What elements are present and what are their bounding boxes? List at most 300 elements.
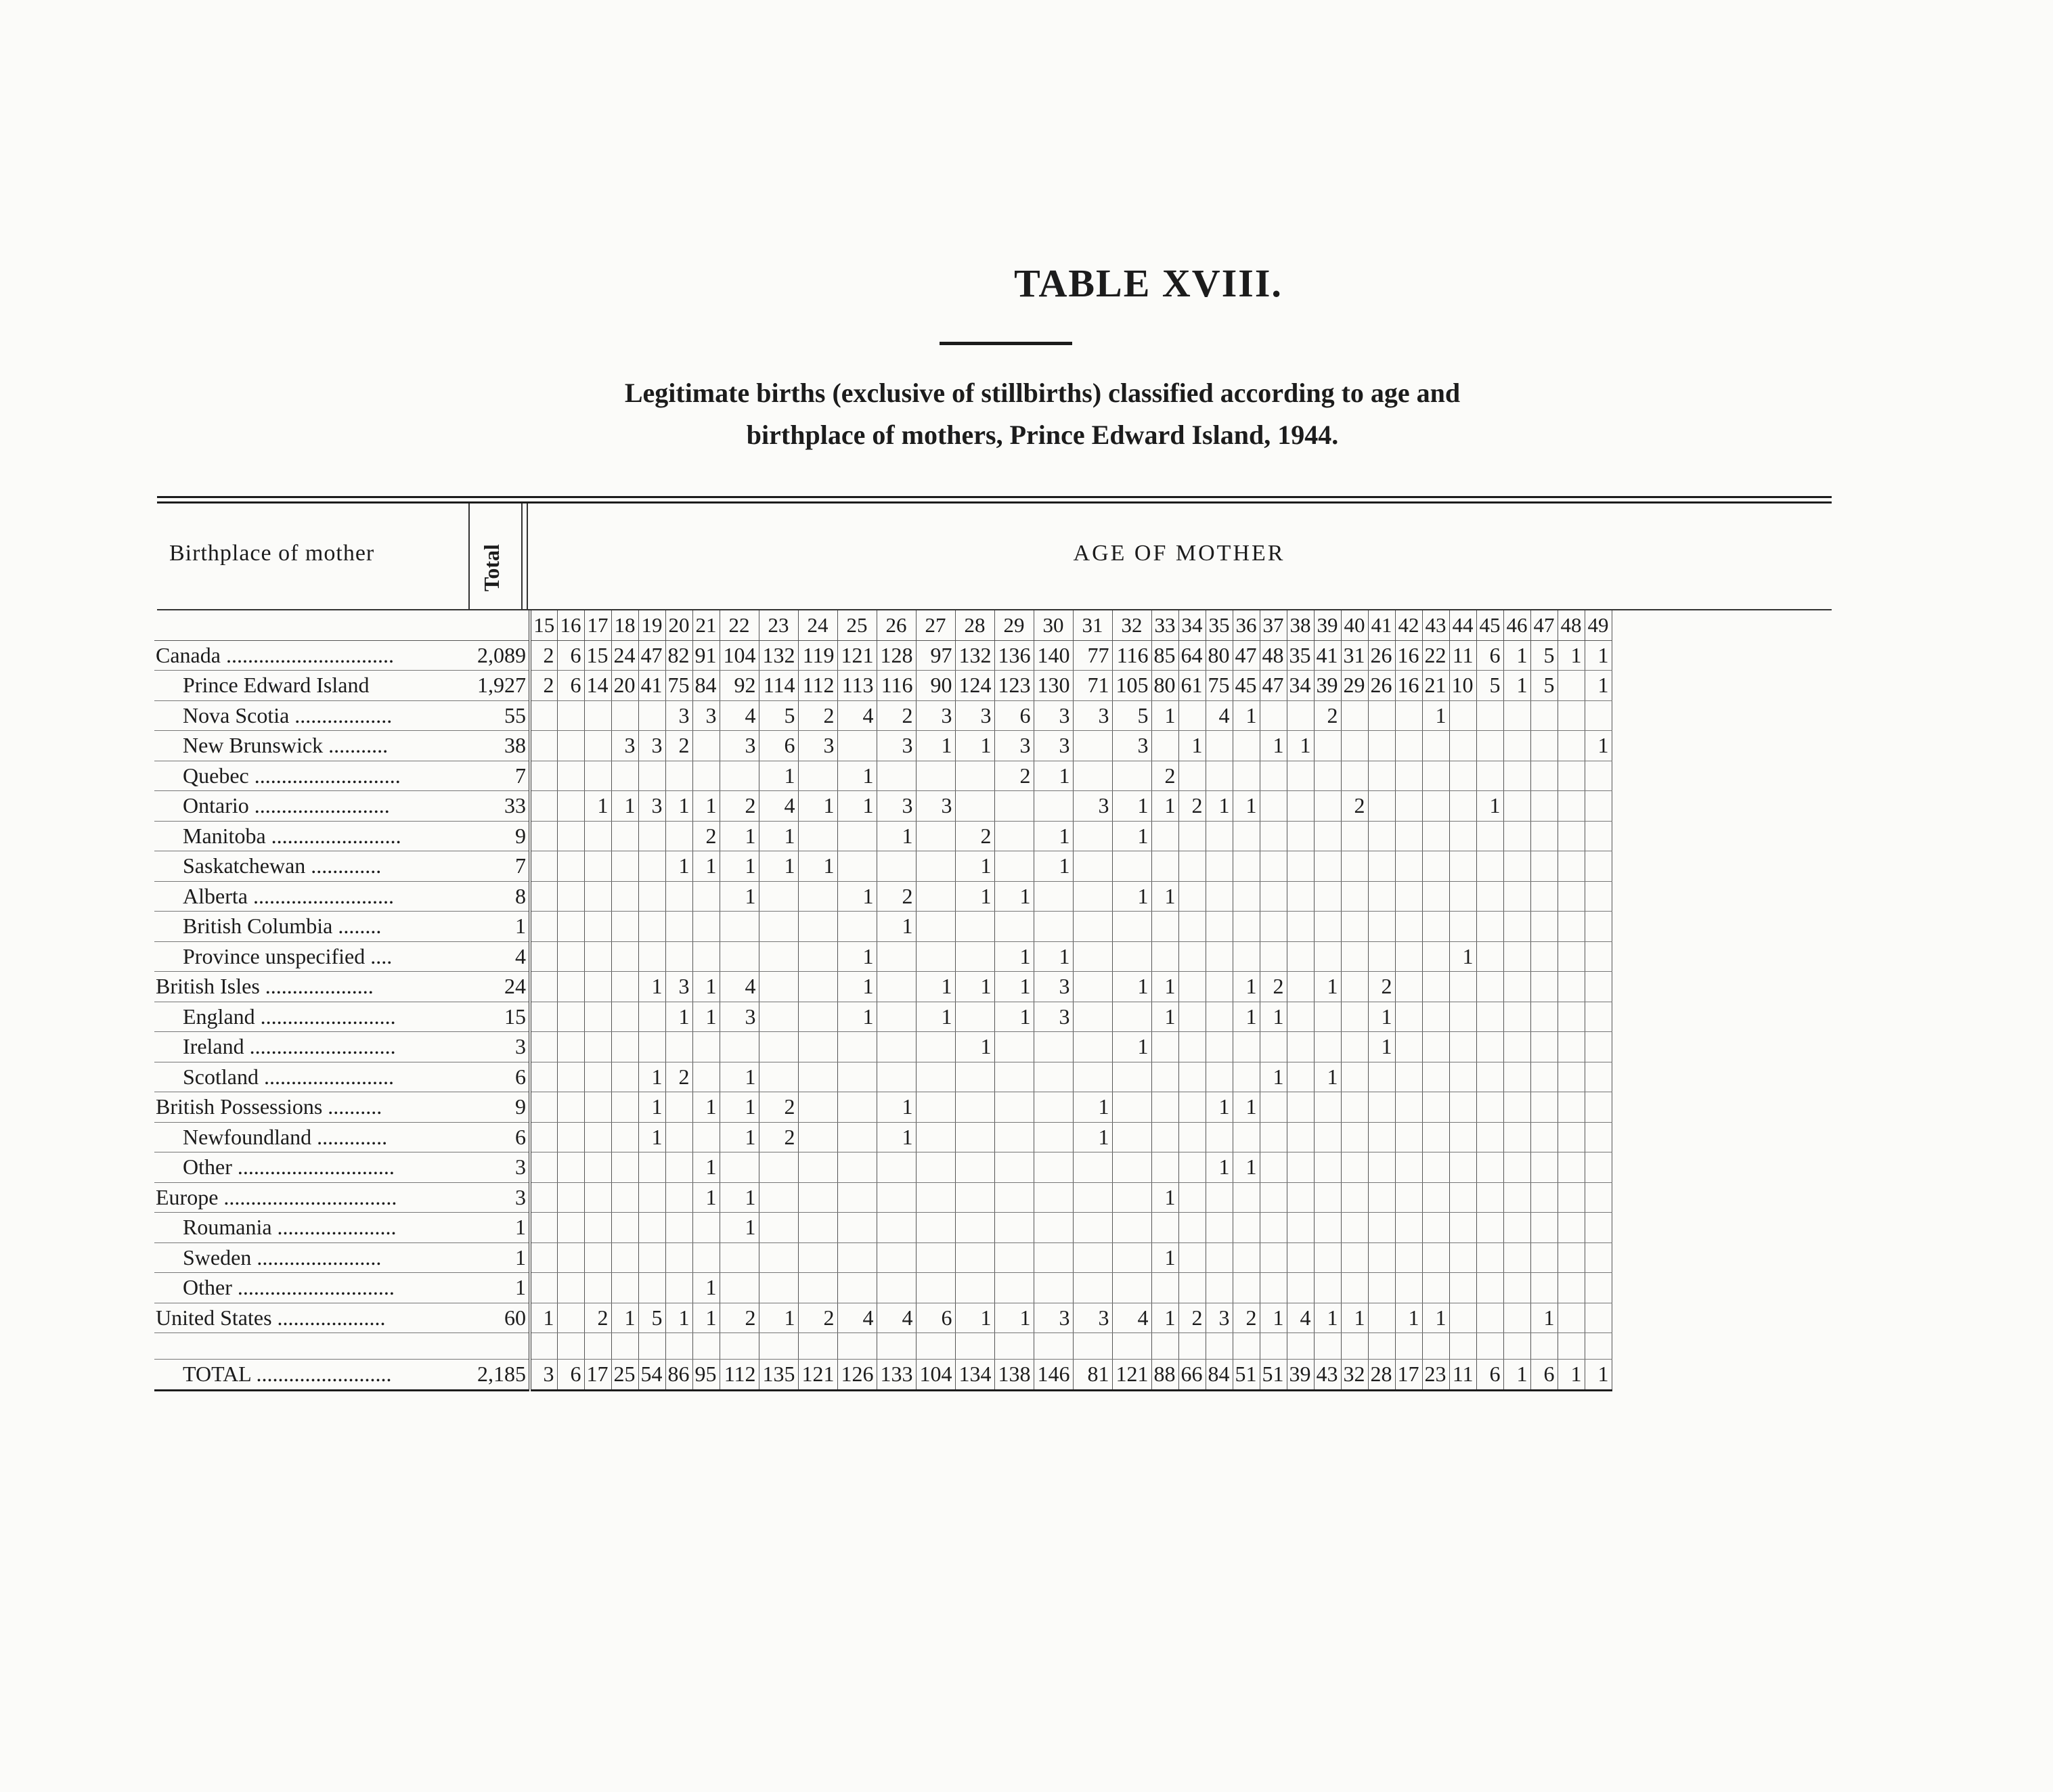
table-cell [1073, 881, 1112, 912]
table-cell: 2 [955, 821, 994, 851]
table-cell: 1 [837, 972, 877, 1002]
table-cell [994, 1152, 1034, 1183]
table-cell [1558, 761, 1585, 791]
table-cell [1260, 821, 1287, 851]
age-header-cell: 41 [1368, 610, 1395, 640]
spacer-cell [1206, 1333, 1233, 1360]
table-cell [530, 881, 557, 912]
table-cell [759, 1032, 798, 1062]
table-cell [1422, 941, 1449, 972]
table-cell [1341, 1002, 1368, 1032]
table-cell: 3 [1034, 1303, 1073, 1333]
table-cell [837, 1122, 877, 1152]
row-total: 7 [450, 761, 530, 791]
table-cell: 31 [1341, 640, 1368, 671]
table-cell [1503, 731, 1530, 761]
spacer-cell [994, 1333, 1034, 1360]
table-cell [916, 851, 955, 882]
table-cell [1530, 941, 1558, 972]
table-cell [1178, 1092, 1206, 1123]
table-cell [1503, 1242, 1530, 1273]
table-cell [1585, 1273, 1612, 1303]
table-cell: 91 [692, 640, 720, 671]
table-cell [798, 912, 837, 942]
age-header-cell: 28 [955, 610, 994, 640]
table-cell [1314, 1242, 1341, 1273]
table-cell: 1 [916, 731, 955, 761]
row-label: Manitoba ........................ [154, 821, 450, 851]
table-cell [557, 700, 584, 731]
row-label: Alberta .......................... [154, 881, 450, 912]
table-cell [1178, 1213, 1206, 1243]
table-cell: 1 [692, 972, 720, 1002]
table-cell [1503, 881, 1530, 912]
table-cell [1206, 1032, 1233, 1062]
table-cell: 1 [798, 791, 837, 822]
table-cell [1112, 941, 1151, 972]
table-cell [1449, 1242, 1476, 1273]
table-cell: 1 [1151, 1182, 1178, 1213]
table-cell [1476, 1213, 1503, 1243]
table-cell [665, 1273, 692, 1303]
spacer-cell [638, 1333, 665, 1360]
table-cell: 1 [692, 1092, 720, 1123]
table-cell [1314, 791, 1341, 822]
spacer-cell [154, 1333, 450, 1360]
table-cell [1260, 1152, 1287, 1183]
age-header-spacer [154, 610, 450, 640]
table-cell [1558, 1182, 1585, 1213]
table-cell [1260, 941, 1287, 972]
table-cell [798, 1092, 837, 1123]
table-cell: 1 [720, 1122, 759, 1152]
total-cell: 66 [1178, 1360, 1206, 1391]
table-cell [1422, 1092, 1449, 1123]
table-cell [955, 791, 994, 822]
table-cell [530, 972, 557, 1002]
table-cell [692, 1213, 720, 1243]
table-cell [877, 851, 916, 882]
table-cell [1503, 1273, 1530, 1303]
table-cell [1449, 761, 1476, 791]
table-cell: 1 [638, 972, 665, 1002]
table-cell [1368, 700, 1395, 731]
spacer-cell [1368, 1333, 1395, 1360]
row-total: 8 [450, 881, 530, 912]
total-cell: 138 [994, 1360, 1034, 1391]
table-cell: 41 [1314, 640, 1341, 671]
table-cell [1112, 761, 1151, 791]
table-cell: 5 [638, 1303, 665, 1333]
table-row [154, 1032, 1612, 1062]
table-cell: 80 [1151, 671, 1178, 701]
table-cell: 1 [1503, 671, 1530, 701]
table-cell [1287, 851, 1314, 882]
table-cell [1503, 972, 1530, 1002]
table-cell [584, 761, 611, 791]
spacer-cell [692, 1333, 720, 1360]
table-cell [665, 941, 692, 972]
table-cell [1073, 912, 1112, 942]
table-cell [1341, 731, 1368, 761]
table-cell [692, 912, 720, 942]
table-cell [1558, 1032, 1585, 1062]
table-cell [1585, 1092, 1612, 1123]
table-cell [638, 1032, 665, 1062]
table-cell: 112 [798, 671, 837, 701]
table-cell [877, 941, 916, 972]
table-cell [994, 791, 1034, 822]
table-cell [1073, 1273, 1112, 1303]
table-cell: 3 [1034, 972, 1073, 1002]
table-cell: 1 [1151, 700, 1178, 731]
table-cell [837, 1032, 877, 1062]
table-cell [1395, 1092, 1422, 1123]
total-cell: 6 [1476, 1360, 1503, 1391]
total-cell: 126 [837, 1360, 877, 1391]
table-cell [1287, 761, 1314, 791]
row-label: Ontario ......................... [154, 791, 450, 822]
table-cell [1341, 972, 1368, 1002]
age-header-cell: 21 [692, 610, 720, 640]
table-cell [1422, 1213, 1449, 1243]
table-cell [1449, 1092, 1476, 1123]
table-cell [1503, 1182, 1530, 1213]
table-cell [1206, 1242, 1233, 1273]
age-header-cell: 24 [798, 610, 837, 640]
table-cell [638, 881, 665, 912]
table-cell: 1 [611, 1303, 638, 1333]
total-cell: 95 [692, 1360, 720, 1391]
table-cell [1449, 972, 1476, 1002]
table-cell [994, 1242, 1034, 1273]
table-cell: 1 [837, 1002, 877, 1032]
spacer-cell [1422, 1333, 1449, 1360]
table-cell [1558, 821, 1585, 851]
age-header-cell: 44 [1449, 610, 1476, 640]
header-divider [521, 503, 523, 610]
table-cell [1178, 972, 1206, 1002]
table-cell [692, 761, 720, 791]
table-cell: 1 [916, 972, 955, 1002]
table-cell [1178, 1242, 1206, 1273]
table-cell [665, 821, 692, 851]
table-cell [1368, 1122, 1395, 1152]
row-total: 1 [450, 1213, 530, 1243]
row-total: 2,089 [450, 640, 530, 671]
table-cell [638, 1152, 665, 1183]
table-cell [638, 1273, 665, 1303]
table-cell [955, 1213, 994, 1243]
table-cell [1151, 1092, 1178, 1123]
table-row [154, 791, 1612, 822]
table-cell [665, 1242, 692, 1273]
table-cell [1585, 972, 1612, 1002]
spacer-cell [916, 1333, 955, 1360]
row-total: 6 [450, 1122, 530, 1152]
table-cell: 2 [798, 1303, 837, 1333]
table-cell [557, 821, 584, 851]
table-cell: 3 [1206, 1303, 1233, 1333]
table-cell [1449, 1122, 1476, 1152]
row-total: 24 [450, 972, 530, 1002]
table-cell: 1 [1314, 1062, 1341, 1092]
table-cell: 4 [759, 791, 798, 822]
table-cell: 2 [1341, 791, 1368, 822]
table-cell [1178, 1062, 1206, 1092]
table-cell: 2 [1178, 791, 1206, 822]
table-cell [1314, 1122, 1341, 1152]
age-header-cell: 31 [1073, 610, 1112, 640]
table-cell [1503, 1062, 1530, 1092]
table-cell [1503, 912, 1530, 942]
table-cell [798, 1213, 837, 1243]
table-cell [584, 851, 611, 882]
table-cell [1368, 1092, 1395, 1123]
table-cell [1395, 1273, 1422, 1303]
table-cell [1585, 1152, 1612, 1183]
table-cell [1260, 1213, 1287, 1243]
age-header-cell: 42 [1395, 610, 1422, 640]
table-cell [1314, 1273, 1341, 1303]
table-cell [1314, 1182, 1341, 1213]
table-cell: 113 [837, 671, 877, 701]
table-cell [837, 1242, 877, 1273]
table-cell [1112, 912, 1151, 942]
row-total: 55 [450, 700, 530, 731]
table-cell [1585, 851, 1612, 882]
total-label: TOTAL ......................... [154, 1360, 450, 1391]
row-total: 15 [450, 1002, 530, 1032]
table-cell [1530, 1273, 1558, 1303]
table-cell [1395, 1213, 1422, 1243]
table-cell: 114 [759, 671, 798, 701]
table-cell [916, 881, 955, 912]
spacer-cell [1476, 1333, 1503, 1360]
table-cell: 1 [692, 1182, 720, 1213]
row-label: Canada ............................... [154, 640, 450, 671]
total-cell: 1 [1503, 1360, 1530, 1391]
table-cell [665, 1213, 692, 1243]
table-cell: 14 [584, 671, 611, 701]
table-cell: 130 [1034, 671, 1073, 701]
table-cell [638, 700, 665, 731]
table-cell [1585, 881, 1612, 912]
table-cell [1151, 821, 1178, 851]
row-label: Quebec ........................... [154, 761, 450, 791]
table-cell [1151, 731, 1178, 761]
table-cell: 2 [584, 1303, 611, 1333]
table-cell: 1 [1395, 1303, 1422, 1333]
row-total: 3 [450, 1032, 530, 1062]
table-cell: 4 [1287, 1303, 1314, 1333]
table-cell: 35 [1287, 640, 1314, 671]
table-subtitle [406, 372, 1679, 456]
table-cell [1422, 1032, 1449, 1062]
table-cell [759, 1062, 798, 1092]
table-cell [1395, 851, 1422, 882]
table-cell: 1 [1112, 1032, 1151, 1062]
table-cell: 5 [1476, 671, 1503, 701]
table-cell [1503, 851, 1530, 882]
table-cell: 1 [955, 881, 994, 912]
table-cell [1287, 1152, 1314, 1183]
table-cell [1260, 1122, 1287, 1152]
table-cell [1178, 881, 1206, 912]
table-cell [837, 1213, 877, 1243]
table-cell [1034, 881, 1073, 912]
table-cell: 1 [1585, 640, 1612, 671]
table-cell: 3 [720, 1002, 759, 1032]
age-header-cell: 32 [1112, 610, 1151, 640]
table-cell [611, 851, 638, 882]
table-cell: 1 [692, 851, 720, 882]
table-cell: 16 [1395, 640, 1422, 671]
table-cell [1112, 1213, 1151, 1243]
table-cell: 116 [877, 671, 916, 701]
spacer-cell [530, 1333, 557, 1360]
table-row [154, 731, 1612, 761]
table-cell [955, 1122, 994, 1152]
table-cell [1395, 731, 1422, 761]
table-cell [1368, 1182, 1395, 1213]
row-label: Newfoundland ............. [154, 1122, 450, 1152]
total-cell: 1 [1585, 1360, 1612, 1391]
table-cell [1314, 1092, 1341, 1123]
table-cell: 3 [665, 972, 692, 1002]
table-cell [557, 1122, 584, 1152]
table-cell [1558, 1002, 1585, 1032]
total-cell: 54 [638, 1360, 665, 1391]
table-cell: 3 [798, 731, 837, 761]
table-cell: 1 [916, 1002, 955, 1032]
row-label: Other ............................. [154, 1273, 450, 1303]
total-cell: 81 [1073, 1360, 1112, 1391]
table-cell [1476, 1152, 1503, 1183]
age-header-cell: 16 [557, 610, 584, 640]
table-cell [530, 1182, 557, 1213]
table-cell: 80 [1206, 640, 1233, 671]
table-cell [584, 1213, 611, 1243]
table-cell [1341, 1213, 1368, 1243]
table-cell [584, 881, 611, 912]
spacer-cell [450, 1333, 530, 1360]
table-cell: 61 [1178, 671, 1206, 701]
total-cell: 25 [611, 1360, 638, 1391]
table-cell [665, 1092, 692, 1123]
table-cell [1112, 1002, 1151, 1032]
table-cell [916, 1242, 955, 1273]
spacer-cell [1112, 1333, 1151, 1360]
table-cell: 10 [1449, 671, 1476, 701]
table-cell: 104 [720, 640, 759, 671]
table-cell: 3 [1034, 731, 1073, 761]
table-cell: 1 [759, 761, 798, 791]
table-cell [584, 1092, 611, 1123]
table-cell [1503, 1122, 1530, 1152]
table-cell [1034, 1062, 1073, 1092]
table-cell [1558, 700, 1585, 731]
table-cell: 1 [1585, 731, 1612, 761]
table-cell [1530, 1002, 1558, 1032]
table-cell [530, 1092, 557, 1123]
table-cell: 75 [665, 671, 692, 701]
table-cell [557, 731, 584, 761]
table-cell [530, 1213, 557, 1243]
table-cell [1422, 972, 1449, 1002]
header-birthplace: Birthplace of mother [169, 541, 375, 566]
table-cell [720, 761, 759, 791]
table-cell [1368, 1062, 1395, 1092]
table-cell: 3 [638, 791, 665, 822]
table-cell [692, 1242, 720, 1273]
table-cell: 3 [877, 731, 916, 761]
age-header-cell: 47 [1530, 610, 1558, 640]
table-cell [1233, 1062, 1260, 1092]
table-cell [1368, 881, 1395, 912]
table-cell: 75 [1206, 671, 1233, 701]
table-cell: 124 [955, 671, 994, 701]
table-cell [1422, 1242, 1449, 1273]
table-cell [530, 941, 557, 972]
table-cell: 2 [1151, 761, 1178, 791]
table-cell [1233, 881, 1260, 912]
table-cell: 3 [1034, 1002, 1073, 1032]
table-cell: 1 [1233, 791, 1260, 822]
table-cell [1178, 851, 1206, 882]
table-cell [1395, 791, 1422, 822]
table-cell: 1 [1151, 1303, 1178, 1333]
table-cell: 1 [1112, 821, 1151, 851]
table-cell [994, 912, 1034, 942]
title-divider [940, 342, 1072, 345]
row-label: Nova Scotia .................. [154, 700, 450, 731]
table-cell [638, 1242, 665, 1273]
table-cell: 116 [1112, 640, 1151, 671]
table-cell [1233, 912, 1260, 942]
row-label: United States .................... [154, 1303, 450, 1333]
table-cell [1178, 1273, 1206, 1303]
table-cell [1287, 1242, 1314, 1273]
table-cell [1073, 731, 1112, 761]
table-cell: 1 [955, 1032, 994, 1062]
table-cell [638, 761, 665, 791]
table-cell [638, 941, 665, 972]
table-cell [530, 700, 557, 731]
table-cell [1476, 972, 1503, 1002]
table-cell [1395, 1062, 1422, 1092]
age-header-cell: 43 [1422, 610, 1449, 640]
spacer-cell [759, 1333, 798, 1360]
table-cell: 1 [692, 791, 720, 822]
table-cell [611, 1152, 638, 1183]
table-cell [1585, 1032, 1612, 1062]
table-cell [611, 972, 638, 1002]
table-cell [557, 1303, 584, 1333]
table-cell [994, 821, 1034, 851]
table-cell [611, 761, 638, 791]
total-cell: 133 [877, 1360, 916, 1391]
table-cell: 1 [1260, 1002, 1287, 1032]
table-cell [530, 1122, 557, 1152]
table-cell [1395, 972, 1422, 1002]
table-cell [1585, 941, 1612, 972]
table-cell [916, 941, 955, 972]
table-cell [994, 1213, 1034, 1243]
table-cell [1341, 912, 1368, 942]
table-cell [759, 1152, 798, 1183]
table-cell [1558, 1062, 1585, 1092]
